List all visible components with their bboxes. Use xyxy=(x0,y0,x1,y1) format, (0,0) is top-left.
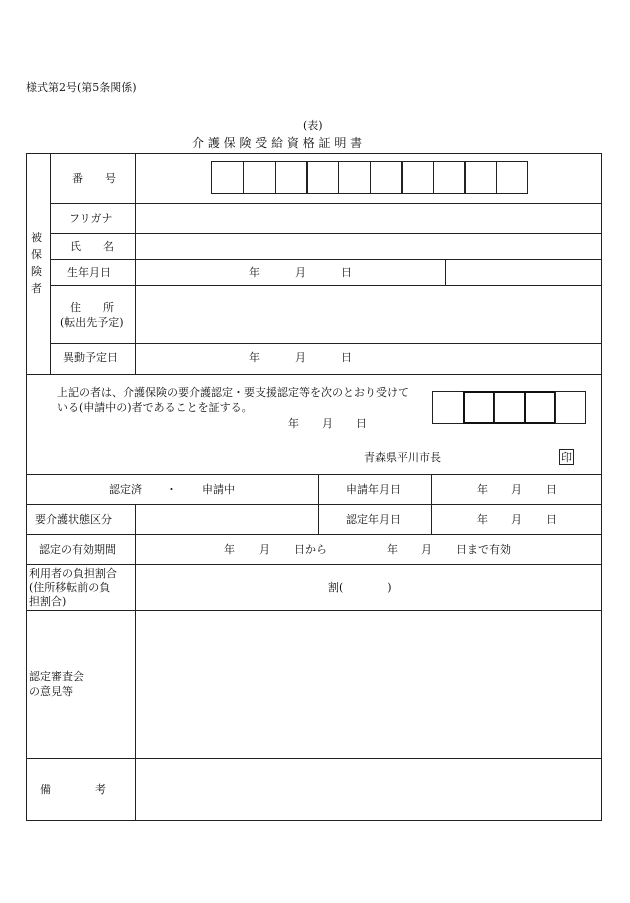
divider xyxy=(445,259,446,285)
issue-month: 月 xyxy=(322,417,333,430)
number-box[interactable] xyxy=(401,161,434,194)
move-year: 年 xyxy=(249,351,260,364)
certificate-page: 様式第2号(第5条関係) (表) 介 護 保 険 受 給 資 格 証 明 書 被 保 険 者 番 号 フリガナ 氏 名 生年月日 年 月 日 住 所 (転出先予定) 異動予定日 年 月 日 上記の者は、介護保険の要介護認定・要支援認定等を次のとおり受けて いる(申請中の)者であることを証する。 年 月 日 青森県平川市長 印 認定済 ・ 申請中 申請年月日 年 月 日 要介護状態区分 認定年月日 年 月 日 認定の有効期間 年 月 日から 年 月 日まで有効 利用者の負担割合 (住所移転前の負 担割合) 割( ) 認定審査会 の意見等 備 考 xyxy=(0,0,630,903)
number-label: 番 号 xyxy=(72,172,116,185)
divider xyxy=(50,343,602,344)
address-sublabel: (転出先予定) xyxy=(60,316,124,329)
valid-from-month: 月 xyxy=(259,543,270,556)
valid-to-month: 月 xyxy=(421,543,432,556)
status-applying: 申請中 xyxy=(202,483,235,496)
number-box[interactable] xyxy=(370,161,403,194)
seal-mark xyxy=(559,449,574,465)
insurer-box[interactable] xyxy=(494,391,525,424)
status-certified: 認定済 xyxy=(109,483,142,496)
divider xyxy=(50,153,51,374)
divider xyxy=(50,233,602,234)
divider xyxy=(26,504,602,505)
opinion-label-line-2: の意見等 xyxy=(29,685,73,698)
move-date-label: 異動予定日 xyxy=(63,351,118,364)
birth-year: 年 xyxy=(249,266,260,279)
application-month: 月 xyxy=(511,483,522,496)
seal-text: 印 xyxy=(561,451,572,464)
number-box[interactable] xyxy=(211,161,244,194)
certification-month: 月 xyxy=(511,513,522,526)
valid-from-year: 年 xyxy=(224,543,235,556)
valid-to-year: 年 xyxy=(387,543,398,556)
insurer-box[interactable] xyxy=(432,391,464,424)
divider xyxy=(50,285,602,286)
divider xyxy=(26,474,602,475)
burden-label-line-2: (住所移転前の負 xyxy=(29,581,111,594)
status-separator: ・ xyxy=(166,483,177,496)
number-box[interactable] xyxy=(306,161,339,194)
certification-day: 日 xyxy=(546,513,557,526)
application-day: 日 xyxy=(546,483,557,496)
number-box[interactable] xyxy=(464,161,497,194)
furigana-label: フリガナ xyxy=(69,212,113,225)
birth-month: 月 xyxy=(295,266,306,279)
insurer-box[interactable] xyxy=(524,391,556,424)
divider xyxy=(135,504,136,610)
number-box[interactable] xyxy=(243,161,276,194)
birthdate-label: 生年月日 xyxy=(67,266,111,279)
statement-line-1: 上記の者は、介護保険の要介護認定・要支援認定等を次のとおり受けて xyxy=(57,386,409,399)
certification-date-label: 認定年月日 xyxy=(346,513,401,526)
insurer-box[interactable] xyxy=(463,391,495,424)
form-number: 様式第2号(第5条関係) xyxy=(26,81,137,94)
issue-day: 日 xyxy=(356,417,367,430)
divider xyxy=(135,610,136,821)
name-label: 氏 名 xyxy=(70,240,114,253)
burden-label-line-1: 利用者の負担割合 xyxy=(29,567,117,580)
move-month: 月 xyxy=(295,351,306,364)
valid-period-label: 認定の有効期間 xyxy=(39,543,116,556)
divider xyxy=(135,153,136,374)
number-box[interactable] xyxy=(433,161,466,194)
number-box[interactable] xyxy=(496,161,528,194)
move-day: 日 xyxy=(341,351,352,364)
burden-value: 割( ) xyxy=(328,581,392,594)
divider xyxy=(26,564,602,565)
care-level-label: 要介護状態区分 xyxy=(35,513,112,526)
valid-to-suffix: 日まで有効 xyxy=(456,543,511,556)
divider xyxy=(50,203,602,204)
page-title: 介 護 保 険 受 給 資 格 証 明 書 xyxy=(192,136,363,150)
insurer-box[interactable] xyxy=(555,391,586,424)
remarks-label: 備 考 xyxy=(40,783,106,796)
divider xyxy=(50,259,602,260)
certification-year: 年 xyxy=(477,513,488,526)
divider xyxy=(26,758,602,759)
number-box[interactable] xyxy=(338,161,371,194)
issue-year: 年 xyxy=(288,417,299,430)
divider xyxy=(26,374,602,375)
application-date-label: 申請年月日 xyxy=(346,483,401,496)
issuer-name: 青森県平川市長 xyxy=(364,451,441,464)
burden-label-line-3: 担割合) xyxy=(29,595,67,608)
side-label: (表) xyxy=(303,119,323,132)
divider xyxy=(26,534,602,535)
birth-day: 日 xyxy=(341,266,352,279)
opinion-label-line-1: 認定審査会 xyxy=(29,670,84,683)
statement-line-2: いる(申請中の)者であることを証する。 xyxy=(57,401,253,414)
number-box[interactable] xyxy=(275,161,308,194)
divider xyxy=(26,610,602,611)
application-year: 年 xyxy=(477,483,488,496)
address-label: 住 所 xyxy=(70,301,114,314)
valid-from-suffix: 日から xyxy=(294,543,327,556)
